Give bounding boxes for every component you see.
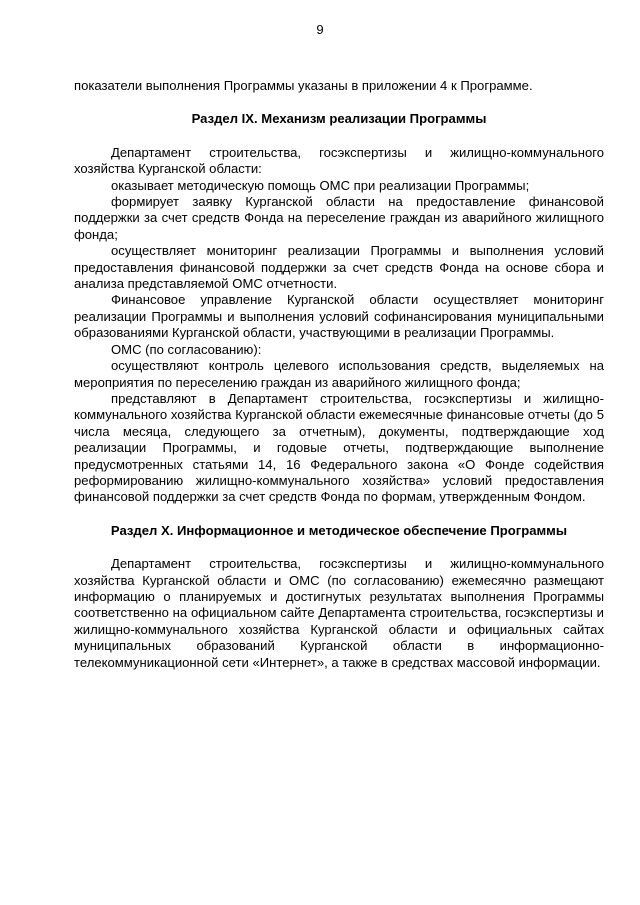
section-9-paragraph: формирует заявку Курганской области на предоставление финансовой поддержки за счет средств Фонда на переселение граждан из аварийного жилищного фонда; [74, 194, 604, 242]
section-9-paragraph: Финансовое управление Курганской области осуществляет мониторинг реализации Программы и выполнения условий софинансирования муниципальными образованиями Курганской области, участвующими в реализации Программы. [74, 292, 604, 341]
section-9-paragraph: представляют в Департамент строительства, госэкспертизы и жилищно-коммунального хозяйства Курганской области ежемесячные финансовые отчеты (до 5 числа месяца, следующего за отчетным), документы, подтверждающие ход реализации Программы, и годовые отчеты, подтверждающие выполнение предусмотренных статьями 14, 16 Федерального закона «О Фонде содействия реформированию жилищно-коммунального хозяйства» условий предоставления финансовой поддержки за счет средств Фонда по формам, утвержденным Фондом. [74, 390, 604, 505]
section-9-heading: Раздел IX. Механизм реализации Программы [191, 111, 487, 127]
section-9-paragraph: осуществляет мониторинг реализации Программы и выполнения условий предоставления финансовой поддержки за счет средств Фонда на основе сбора и анализа представляемой ОМС отчетности. [74, 243, 604, 292]
section-10-paragraph: Департамент строительства, госэкспертизы и жилищно-коммунального хозяйства Курганской области и ОМС (по согласованию) ежемесячно размещают информацию о планируемых и достигнутых результатах выполнения Программы соответственно на официальном сайте Департамента строительства, госэкспертизы и жилищно-коммунального хозяйства Курганской области и официальных сайтах муниципальных образований Курганской области в информационно-телекоммуникационной сети «Интернет», а также в средствах массовой информации. [74, 556, 604, 670]
section-9-paragraph: оказывает методическую помощь ОМС при реализации Программы; [111, 177, 530, 193]
section-9-paragraph: осуществляют контроль целевого использования средств, выделяемых на мероприятия по переселению граждан из аварийного жилищного фонда; [74, 358, 604, 390]
document-body [74, 78, 604, 671]
page-number: 9 [316, 22, 324, 37]
section-9-paragraph: Департамент строительства, госэкспертизы и жилищно-коммунального хозяйства Курганской области: [74, 144, 604, 177]
section-10-heading: Раздел X. Информационное и методическое обеспечение Программы [110, 522, 568, 538]
section-9-paragraph: ОМС (по согласованию): [111, 341, 262, 357]
intro-line: показатели выполнения Программы указаны в приложении 4 к Программе. [74, 78, 533, 93]
